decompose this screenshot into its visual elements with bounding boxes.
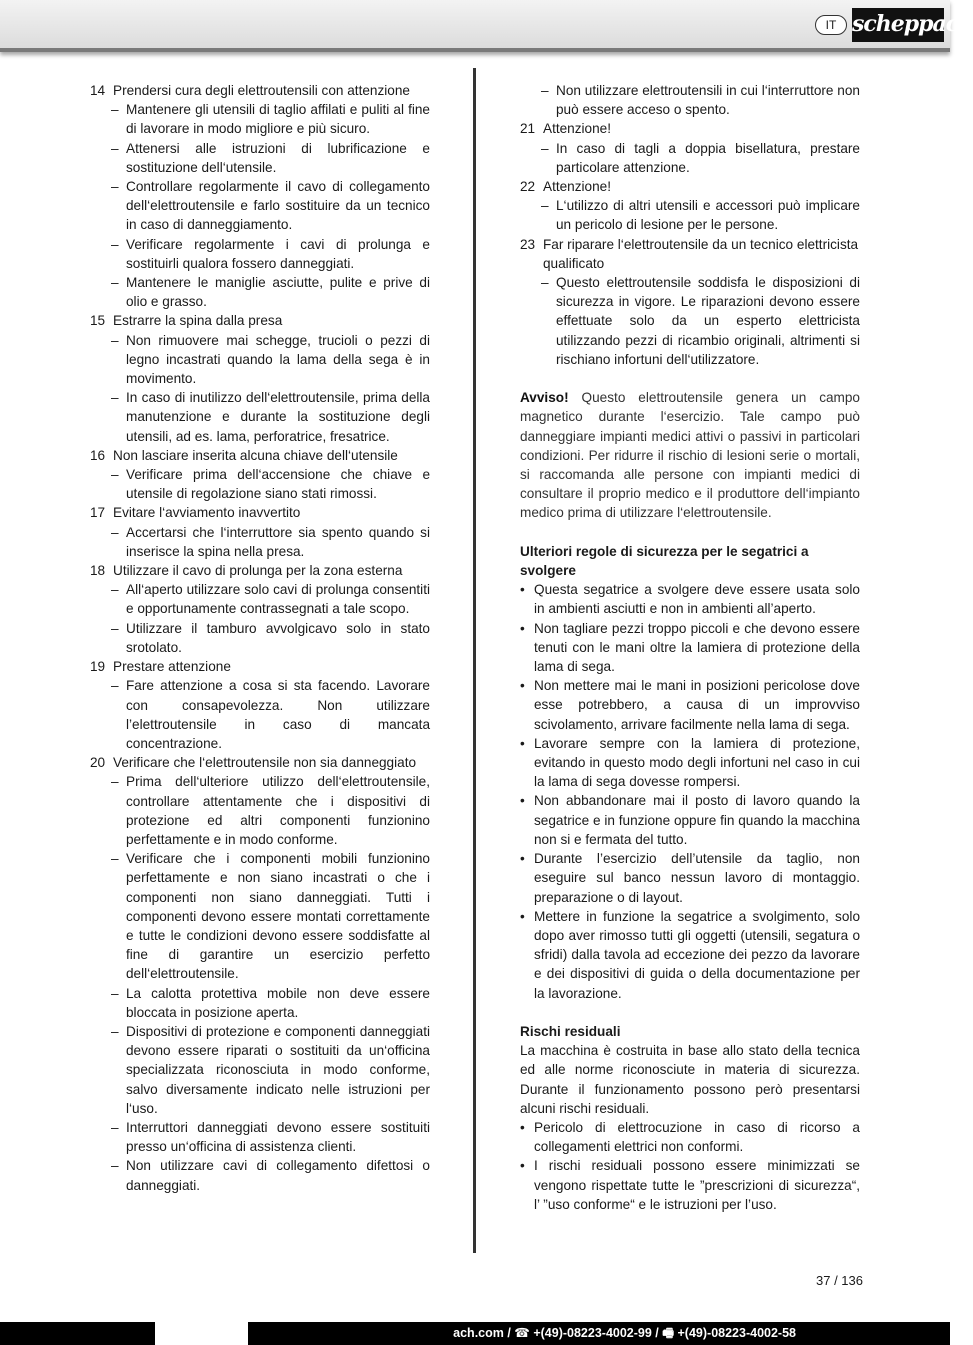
- dash-bullet: –: [111, 179, 119, 195]
- numbered-item: [90, 561, 430, 580]
- subitem-text: Accertarsi che l‘interruttore sia spento quando si inserisce la spina nella presa.: [126, 524, 430, 559]
- list-subitem: [520, 81, 860, 119]
- left-column: [90, 81, 430, 1195]
- bullet-text: Non mettere mai le mani in posizioni pericolose dove esse potrebbero, a causa di un improvviso scivolamento, arrivare facilmente nella lama di sega.: [534, 678, 860, 732]
- bullet-text: Pericolo di elettrocuzione in caso di ricorso a collegamenti elettrici non conformi.: [534, 1119, 860, 1155]
- bullet-item: [520, 1118, 860, 1156]
- item-number: 18: [90, 563, 106, 579]
- list-subitem: [90, 772, 430, 849]
- bullet-text: Non tagliare pezzi troppo piccoli e che devono essere tenuti con le mani oltre la lamiera di protezione della lama di sega.: [534, 620, 860, 675]
- numbered-item: [90, 311, 430, 330]
- dash-bullet: –: [111, 620, 119, 636]
- list-subitem: [90, 523, 430, 561]
- footer-contact: ach.com / ☎ +(49)-08223-4002-99 / 🖷 +(49)-08223-4002-58: [453, 1326, 796, 1340]
- bullet-item: [520, 849, 860, 907]
- residual-list: [520, 1118, 860, 1214]
- warning-text: Questo elettroutensile genera un campo magnetico durante l‘esercizio. Tale campo può danneggiare impianti medici attivi o passivi in particolari condizioni. Per ridurre il rischio di lesioni serie o mortali, si raccomanda alle persone con impianti medici di consultare il proprio medico e il produttore dell‘impianto medico prima di utilizzare l‘elettroutensile.: [520, 390, 860, 521]
- language-badge: IT: [815, 15, 847, 35]
- list-subitem: [520, 139, 860, 177]
- dash-bullet: –: [111, 1023, 119, 1039]
- bullet-dot: •: [520, 582, 525, 598]
- residual-text: La macchina è costruita in base allo stato della tecnica ed alle norme riconosciute in materia di sicurezza. Durante il funzionamento possono però presentarsi alcuni rischi residuali.: [520, 1043, 860, 1116]
- item-title: Evitare l‘avviamento inavvertito: [113, 505, 301, 521]
- bullet-text: Lavorare sempre con la lamiera di protezione, evitando in questo modo degli infortuni nel caso in cui la lama di sega dovesse rompersi.: [534, 735, 860, 790]
- subitem-text: Dispositivi di protezione e componenti danneggiati devono essere riparati o sostituiti da un‘officina specializzata riconosciuta in modo conforme, salvo diversamente indicato nelle istruzioni per l‘uso.: [126, 1023, 430, 1116]
- numbered-item: [90, 753, 430, 772]
- item-number: 22: [520, 179, 536, 195]
- item-title: Far riparare l‘elettroutensile da un tecnico elettricista qualificato: [543, 236, 859, 271]
- subitem-text: Verificare che i componenti mobili funzionino perfettamente e non siano incastrati o che i componenti non siano danneggiati. Tutti i componenti devono essere montati correttamente e tutte le condizioni devono essere soddisfatte al fine di garantire un esercizio perfetto dell‘elettroutensile.: [126, 851, 430, 982]
- list-subitem: [90, 139, 430, 177]
- subitem-text: In caso di inutilizzo dell‘elettroutensile, prima della manutenzione e durante la sostituzione degli utensili, ad es. lama, perforatrice, fresatrice.: [126, 390, 430, 444]
- item-title: Estrarre la spina dalla presa: [113, 313, 283, 329]
- bullet-dot: •: [520, 908, 525, 924]
- item-number: 15: [90, 313, 106, 329]
- list-subitem: [90, 1118, 430, 1156]
- rules-heading: Ulteriori regole di sicurezza per le segatrici a svolgere: [520, 543, 809, 579]
- residual-heading: Rischi residuali: [520, 1023, 621, 1039]
- dash-bullet: –: [541, 198, 549, 214]
- dash-bullet: –: [111, 467, 119, 483]
- dash-bullet: –: [541, 275, 549, 291]
- item-title: Non lasciare inserita alcuna chiave dell‘utensile: [113, 447, 398, 463]
- bullet-item: [520, 1156, 860, 1214]
- list-subitem: [90, 100, 430, 138]
- subitem-text: La calotta protettiva mobile non deve essere bloccata in posizione aperta.: [126, 985, 430, 1020]
- item-number: 14: [90, 83, 106, 98]
- dash-bullet: –: [111, 275, 119, 291]
- numbered-item: [520, 119, 860, 138]
- warning-label: Avviso!: [520, 390, 569, 406]
- bullet-text: Durante l’esercizio dell’utensile da taglio, non eseguire sul banco nessun lavoro di montaggio. preparazione o di layout.: [534, 851, 860, 905]
- dash-bullet: –: [111, 774, 119, 790]
- bullet-dot: •: [520, 735, 525, 751]
- list-subitem: [90, 619, 430, 657]
- dash-bullet: –: [111, 678, 119, 694]
- list-subitem: [90, 177, 430, 235]
- item-title: Utilizzare il cavo di prolunga per la zona esterna: [113, 563, 403, 579]
- dash-bullet: –: [111, 985, 119, 1001]
- numbered-item: [520, 177, 860, 196]
- bullet-item: [520, 619, 860, 677]
- item-title: Prendersi cura degli elettroutensili con attenzione: [113, 83, 410, 98]
- list-subitem: [90, 465, 430, 503]
- item-number: 19: [90, 659, 106, 675]
- bullet-dot: •: [520, 620, 525, 636]
- dash-bullet: –: [111, 236, 119, 252]
- item-title: Prestare attenzione: [113, 659, 231, 675]
- subitem-text: Attenersi alle istruzioni di lubrificazione e sostituzione dell‘utensile.: [126, 140, 430, 175]
- header-bar: [0, 0, 950, 52]
- numbered-item: [90, 503, 430, 522]
- item-title: Attenzione!: [543, 121, 612, 137]
- subitem-text: All‘aperto utilizzare solo cavi di prolunga consentiti e opportunamente contrassegnati a tale scopo.: [126, 582, 430, 617]
- list-subitem: [90, 849, 430, 983]
- numbered-item: [90, 81, 430, 100]
- footer-white-block: [155, 1322, 248, 1345]
- subitem-text: Utilizzare il tamburo avvolgicavo solo in stato srotolato.: [126, 620, 430, 655]
- list-subitem: [90, 1022, 430, 1118]
- dash-bullet: –: [111, 524, 119, 540]
- spacer: [520, 523, 860, 542]
- bullet-text: Non abbandonare mai il posto di lavoro quando la segatrice e in funzione oppure fin quando la macchina non si e fermata del tutto.: [534, 793, 860, 847]
- subitem-text: Non utilizzare cavi di collegamento difettosi o danneggiati.: [126, 1158, 430, 1193]
- warning-paragraph: [520, 388, 860, 522]
- subitem-text: Verificare prima dell‘accensione che chiave e utensile di regolazione siano stati rimossi.: [126, 467, 430, 502]
- subitem-text: Prima dell‘ulteriore utilizzo dell‘elettroutensile, controllare attentamente che i dispositivi di protezione ed altri componenti funzionino perfettamente e in modo conforme.: [126, 774, 430, 847]
- list-subitem: [520, 196, 860, 234]
- numbered-item: [90, 446, 430, 465]
- list-subitem: [90, 1156, 430, 1194]
- dash-bullet: –: [111, 1119, 119, 1135]
- bullet-text: Questa segatrice a svolgere deve essere usata solo in ambienti asciutti e non in ambienti all’aperto.: [534, 582, 860, 617]
- dash-bullet: –: [111, 390, 119, 406]
- bullet-dot: •: [520, 678, 525, 694]
- item-title: Verificare che l‘elettroutensile non sia danneggiato: [113, 755, 417, 771]
- item-number: 20: [90, 755, 106, 771]
- dash-bullet: –: [111, 1158, 119, 1174]
- page-number: 37 / 136: [816, 1273, 863, 1288]
- dash-bullet: –: [541, 83, 549, 98]
- list-subitem: [90, 273, 430, 311]
- right-column: [520, 81, 860, 1214]
- dash-bullet: –: [111, 582, 119, 598]
- subitem-text: Verificare regolarmente i cavi di prolunga e sostituirli qualora fossero danneggiati.: [126, 236, 430, 271]
- bullet-dot: •: [520, 1119, 525, 1135]
- item-number: 21: [520, 121, 536, 137]
- subitem-text: Non rimuovere mai schegge, trucioli o pezzi di legno incastrati quando la lama della sega è in movimento.: [126, 332, 430, 387]
- list-subitem: [90, 388, 430, 446]
- subitem-text: Controllare regolarmente il cavo di collegamento dell‘elettroutensile e farlo sostituire da un tecnico in caso di danneggiamento.: [126, 179, 430, 233]
- spacer: [520, 1003, 860, 1022]
- subitem-text: Non utilizzare elettroutensili in cui l‘interruttore non può essere acceso o spento.: [556, 83, 860, 118]
- subitem-text: L‘utilizzo di altri utensili e accessori può implicare un pericolo di lesione per le persone.: [556, 198, 860, 233]
- bullet-item: [520, 734, 860, 792]
- bullet-dot: •: [520, 851, 525, 867]
- list-subitem: [90, 676, 430, 753]
- item-number: 23: [520, 236, 536, 252]
- bullet-item: [520, 791, 860, 849]
- subitem-text: Questo elettroutensile soddisfa le disposizioni di sicurezza in vigore. Le riparazioni devono essere effettuate solo da un esperto elettricista utilizzando pezzi di ricambio originali, altrimenti si rischiano infortuni dell‘utilizzatore.: [556, 275, 860, 367]
- bullet-text: I rischi residuali possono essere minimizzati se vengono rispettate tutte le ”prescrizioni di sicurezza“, l’ ”uso conforme“ e le istruzioni per l’uso.: [534, 1158, 860, 1212]
- bullet-item: [520, 580, 860, 618]
- list-subitem: [90, 580, 430, 618]
- dash-bullet: –: [111, 851, 119, 867]
- spacer: [520, 369, 860, 388]
- dash-bullet: –: [541, 140, 549, 156]
- numbered-item: [90, 657, 430, 676]
- rules-list: [520, 580, 860, 1002]
- bullet-dot: •: [520, 1158, 525, 1174]
- dash-bullet: –: [111, 102, 119, 118]
- right-numbered-list: [520, 119, 860, 369]
- subitem-text: In caso di tagli a doppia bisellatura, prestare particolare attenzione.: [556, 140, 860, 175]
- dash-bullet: –: [111, 140, 119, 156]
- subitem-text: Mantenere le maniglie asciutte, pulite e prive di olio e grasso.: [126, 275, 430, 310]
- bullet-text: Mettere in funzione la segatrice a svolgimento, solo dopo aver rimosso tutti gli oggetti (utensili, segatura o sfridi) dalla tavola ad eccezione dei pezzo da lavorare e dei dispositivi di guida o della documentazione per la lavorazione.: [534, 908, 860, 1001]
- item-title: Attenzione!: [543, 179, 612, 195]
- numbered-item: [520, 235, 860, 273]
- item-number: 17: [90, 505, 106, 521]
- bullet-item: [520, 907, 860, 1003]
- list-subitem: [90, 984, 430, 1022]
- list-subitem: [520, 273, 860, 369]
- bullet-dot: •: [520, 793, 525, 809]
- item-number: 16: [90, 447, 106, 463]
- subitem-text: Interruttori danneggiati devono essere sostituiti presso un‘officina di assistenza clienti.: [126, 1119, 430, 1155]
- list-subitem: [90, 331, 430, 389]
- column-divider: [473, 68, 476, 1253]
- scheppach-logo: scheppach: [852, 8, 944, 42]
- subitem-text: Mantenere gli utensili di taglio affilati e puliti al fine di lavorare in modo migliore e più sicuro.: [126, 102, 430, 137]
- subitem-text: Fare attenzione a cosa si sta facendo. Lavorare con consapevolezza. Non utilizzare l’elettroutensile in caso di mancata concentrazione.: [126, 678, 430, 751]
- dash-bullet: –: [111, 332, 119, 348]
- bullet-item: [520, 676, 860, 734]
- list-subitem: [90, 235, 430, 273]
